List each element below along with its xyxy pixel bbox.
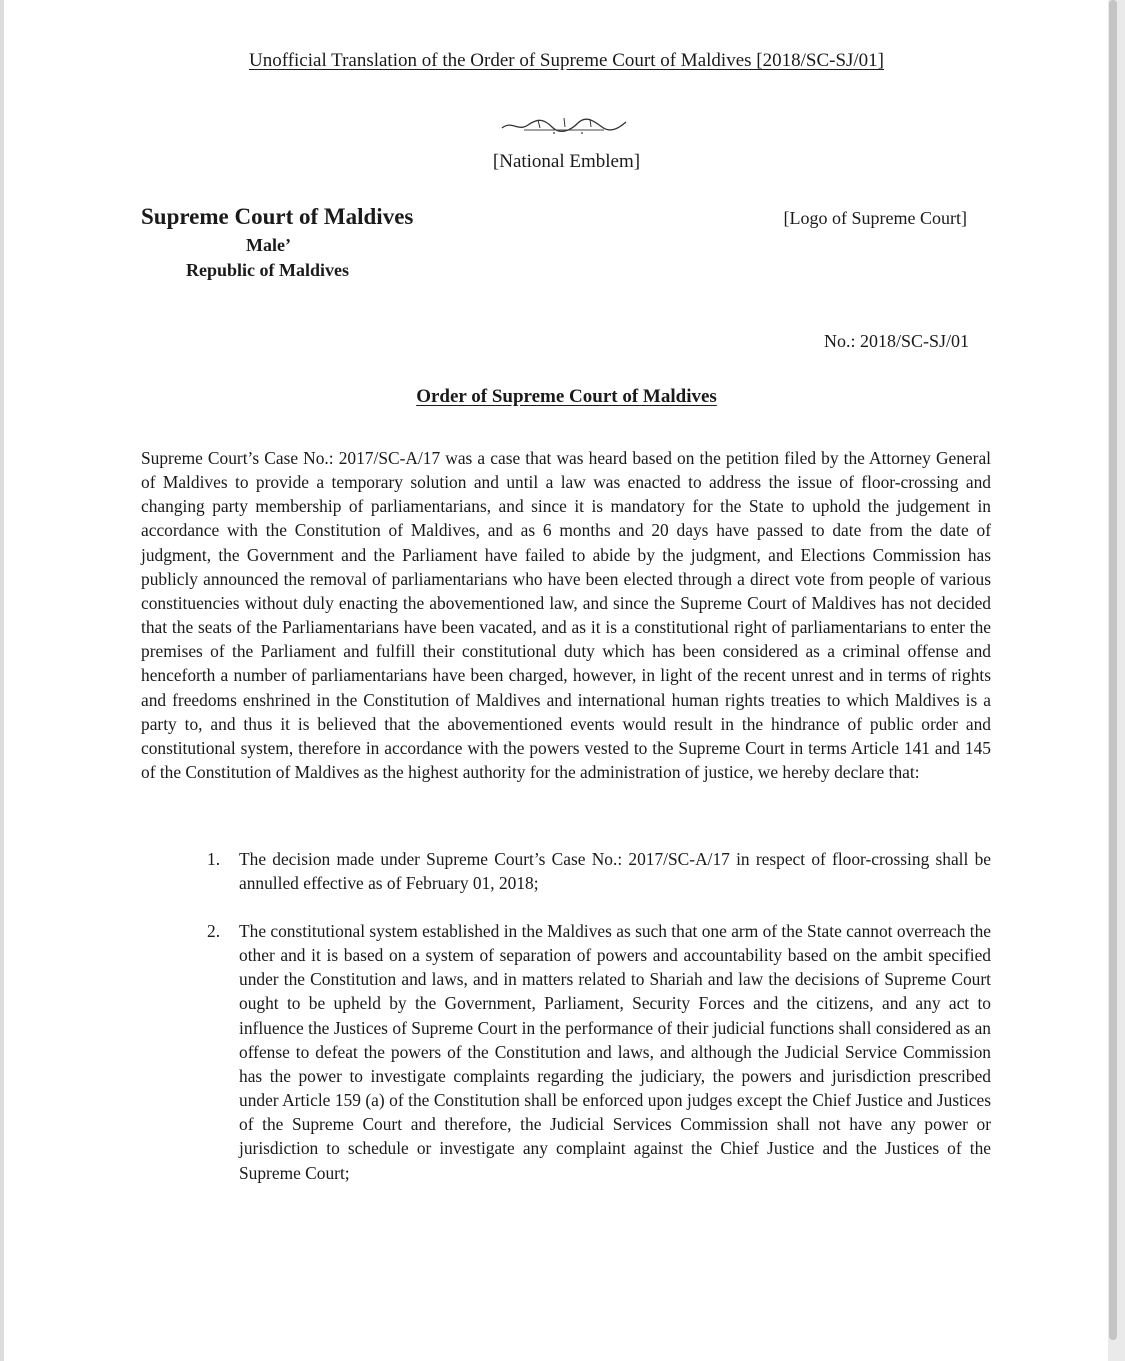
court-logo-placeholder: [Logo of Supreme Court] xyxy=(783,208,967,228)
list-item-number: 1. xyxy=(207,849,221,869)
order-title: Order of Supreme Court of Maldives xyxy=(416,386,717,407)
vertical-scrollbar[interactable] xyxy=(1108,0,1125,1361)
order-number: No.: 2018/SC-SJ/01 xyxy=(823,331,969,351)
list-item-text: The constitutional system established in the Maldives as such that one arm of the State cannot overreach the other and it is based on a system of separation of powers and accountability based on the ambit specified under the Constitution and laws, and in matters related to Shariah and law the decisions of Supreme Court ought to be upheld by the Government, Parliament, Security Forces and the citizens, and any act to influence the Justices of Supreme Court in the performance of their judicial functions shall considered as an offense to defeat the powers of the Constitution and laws, and although the Judicial Service Commission has the power to investigate complaints regarding the judiciary, the powers and jurisdiction prescribed under Article 159 (a) of the Constitution shall be enforced upon judges except the Chief Justice and Justices of the Supreme Court and therefore, the Judicial Services Commission shall not have any power or jurisdiction to schedule or investigate any complaint against the Chief Justice and the Justices of the Supreme Court; xyxy=(239,921,991,1183)
list-item-number: 2. xyxy=(207,921,221,941)
scrollbar-thumb[interactable] xyxy=(1109,0,1117,1340)
calligraphy-image xyxy=(494,114,634,136)
document-heading: Unofficial Translation of the Order of Supreme Court of Maldives [2018/SC-SJ/01] xyxy=(248,50,885,71)
court-name: Supreme Court of Maldives xyxy=(141,204,414,229)
body-paragraph: Supreme Court’s Case No.: 2017/SC-A/17 was a case that was heard based on the petition filed by the Attorney General of Maldives to provide a temporary solution and until a law was enacted to address the issue of floor-crossing and changing party membership of parliamentarians, and since it is mandatory for the State to uphold the judgement in accordance with the Constitution of Maldives, and as 6 months and 20 days have passed to date from the date of judgment, the Government and the Parliament have failed to abide by the judgment, and Elections Commission has publicly announced the removal of parliamentarians who have been elected through a direct vote from people of various constituencies without duly enacting the abovementioned law, and since the Supreme Court of Maldives has not decided that the seats of the Parliamentarians have been vacated, and as it is a constitutional right of parliamentarians to enter the premises of the Parliament and fulfill their constitutional duty which has been considered as a criminal offense and henceforth a number of parliamentarians have been charged, however, in light of the recent unrest and in terms of rights and freedoms enshrined in the Constitution of Maldives and international human rights treaties to which Maldives is a party to, and thus it is believed that the abovementioned events would result in the hindrance of public order and constitutional system, therefore in accordance with the powers vested to the Supreme Court in terms Article 141 and 145 of the Constitution of Maldives as the highest authority for the administration of justice, we hereby declare that: xyxy=(141,448,991,783)
court-country: Republic of Maldives xyxy=(186,260,350,280)
bismillah-calligraphy xyxy=(494,114,634,136)
national-emblem-placeholder: [National Emblem] xyxy=(492,151,641,172)
court-city: Male’ xyxy=(246,235,291,255)
list-item-text: The decision made under Supreme Court’s Case No.: 2017/SC-A/17 in respect of floor-crossing shall be annulled effective as of February 01, 2018; xyxy=(239,849,991,894)
